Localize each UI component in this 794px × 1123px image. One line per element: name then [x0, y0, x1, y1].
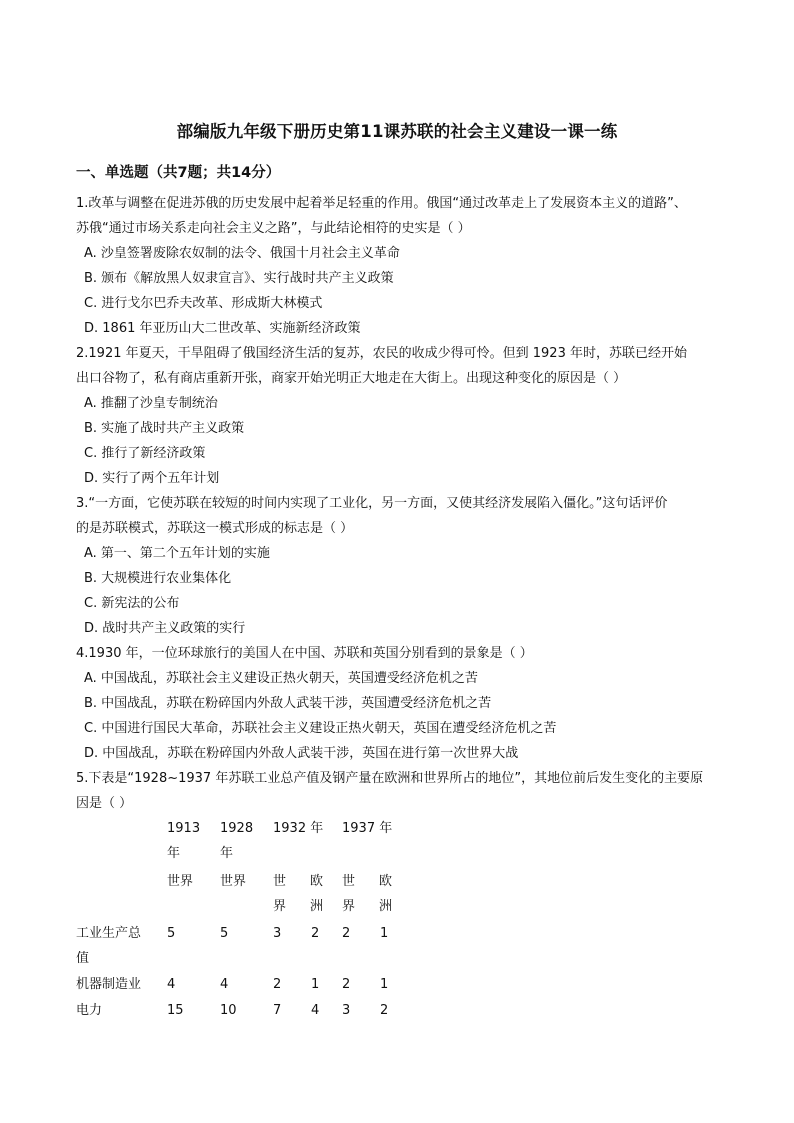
table-header-year-suffix: 年 [220, 846, 234, 861]
table-header-scope-cont: 界 [273, 899, 287, 914]
table-header-scope: 欧 [379, 874, 393, 889]
table-header-scope: 欧 [310, 874, 324, 889]
question-1-stem-line-2: 苏俄“通过市场关系走向社会主义之路”，与此结论相符的史实是（ ） [76, 221, 471, 236]
table-cell: 2 [311, 926, 320, 941]
table-cell: 5 [220, 926, 229, 941]
table-cell: 3 [342, 1003, 351, 1018]
question-1-option-b: B. 颁布《解放黑人奴隶宣言》、实行战时共产主义政策 [84, 271, 394, 286]
question-4-option-d: D. 中国战乱，苏联在粉碎国内外敌人武装干涉，英国在进行第一次世界大战 [84, 746, 519, 761]
table-header-year: 1913 [167, 821, 201, 836]
table-cell: 2 [342, 926, 351, 941]
table-cell: 1 [311, 977, 320, 992]
table-row-label: 机器制造业 [76, 977, 142, 992]
table-header-scope-cont: 洲 [379, 899, 393, 914]
question-3-option-b: B. 大规模进行农业集体化 [84, 571, 232, 586]
question-2-option-d: D. 实行了两个五年计划 [84, 471, 220, 486]
table-header-scope: 世界 [220, 874, 247, 889]
table-header-scope-cont: 洲 [310, 899, 324, 914]
question-2-stem-line-2: 出口谷物了，私有商店重新开张，商家开始光明正大地走在大街上。出现这种变化的原因是（ ） [76, 371, 627, 386]
table-row-label-cont: 值 [76, 951, 90, 966]
table-cell: 2 [342, 977, 351, 992]
question-5-stem-line-2: 因是（ ） [76, 796, 133, 811]
question-4-option-a: A. 中国战乱，苏联社会主义建设正热火朝天，英国遭受经济危机之苦 [84, 671, 478, 686]
section-heading: 一、单选题（共7题；共14分） [76, 165, 281, 181]
question-2-option-c: C. 推行了新经济政策 [84, 446, 206, 461]
question-2-stem-line-1: 2.1921 年夏天，干旱阻碍了俄国经济生活的复苏，农民的收成少得可怜。但到 1923 年时，苏联已经开始 [76, 346, 687, 361]
table-header-year: 1932 年 [273, 821, 324, 836]
question-5-stem-line-1: 5.下表是“1928~1937 年苏联工业总产值及钢产量在欧洲和世界所占的地位”，其地位前后发生变化的主要原 [76, 771, 704, 786]
table-header-year: 1937 年 [342, 821, 393, 836]
question-3-stem-line-2: 的是苏联模式，苏联这一模式形成的标志是（ ） [76, 521, 354, 536]
question-3-option-d: D. 战时共产主义政策的实行 [84, 621, 246, 636]
table-cell: 4 [167, 977, 176, 992]
table-cell: 4 [311, 1003, 320, 1018]
question-2-option-b: B. 实施了战时共产主义政策 [84, 421, 245, 436]
table-cell: 1 [380, 926, 389, 941]
table-cell: 5 [167, 926, 176, 941]
table-header-scope-cont: 界 [342, 899, 356, 914]
table-cell: 2 [273, 977, 282, 992]
table-cell: 10 [220, 1003, 237, 1018]
table-header-year-suffix: 年 [167, 846, 181, 861]
table-row-label: 工业生产总 [76, 926, 142, 941]
page-title: 部编版九年级下册历史第11课苏联的社会主义建设一课一练 [176, 122, 618, 141]
table-cell: 15 [167, 1003, 184, 1018]
table-cell: 2 [380, 1003, 389, 1018]
question-3-option-a: A. 第一、第二个五年计划的实施 [84, 546, 270, 561]
table-cell: 7 [273, 1003, 282, 1018]
table-cell: 1 [380, 977, 389, 992]
table-header-scope: 世 [273, 874, 287, 889]
question-1-option-c: C. 进行戈尔巴乔夫改革、形成斯大林模式 [84, 296, 323, 311]
table-cell: 4 [220, 977, 229, 992]
question-1-option-a: A. 沙皇签署废除农奴制的法令、俄国十月社会主义革命 [84, 246, 400, 261]
question-3-stem-line-1: 3.“一方面，它使苏联在较短的时间内实现了工业化，另一方面，又使其经济发展陷入僵化。”这句话评价 [76, 496, 668, 511]
question-1-option-d: D. 1861 年亚历山大二世改革、实施新经济政策 [84, 321, 361, 336]
table-header-year: 1928 [220, 821, 254, 836]
table-cell: 3 [273, 926, 282, 941]
question-3-option-c: C. 新宪法的公布 [84, 596, 180, 611]
table-header-scope: 世 [342, 874, 356, 889]
table-header-scope: 世界 [167, 874, 194, 889]
question-4-option-c: C. 中国进行国民大革命，苏联社会主义建设正热火朝天，英国在遭受经济危机之苦 [84, 721, 557, 736]
table-row-label: 电力 [76, 1003, 103, 1018]
question-2-option-a: A. 推翻了沙皇专制统治 [84, 396, 218, 411]
question-1-stem-line-1: 1.改革与调整在促进苏俄的历史发展中起着举足轻重的作用。俄国“通过改革走上了发展资本主义的道路”、 [76, 196, 687, 211]
question-4-stem-line-1: 4.1930 年，一位环球旅行的美国人在中国、苏联和英国分别看到的景象是（ ） [76, 646, 533, 661]
question-4-option-b: B. 中国战乱，苏联在粉碎国内外敌人武装干涉，英国遭受经济危机之苦 [84, 696, 492, 711]
